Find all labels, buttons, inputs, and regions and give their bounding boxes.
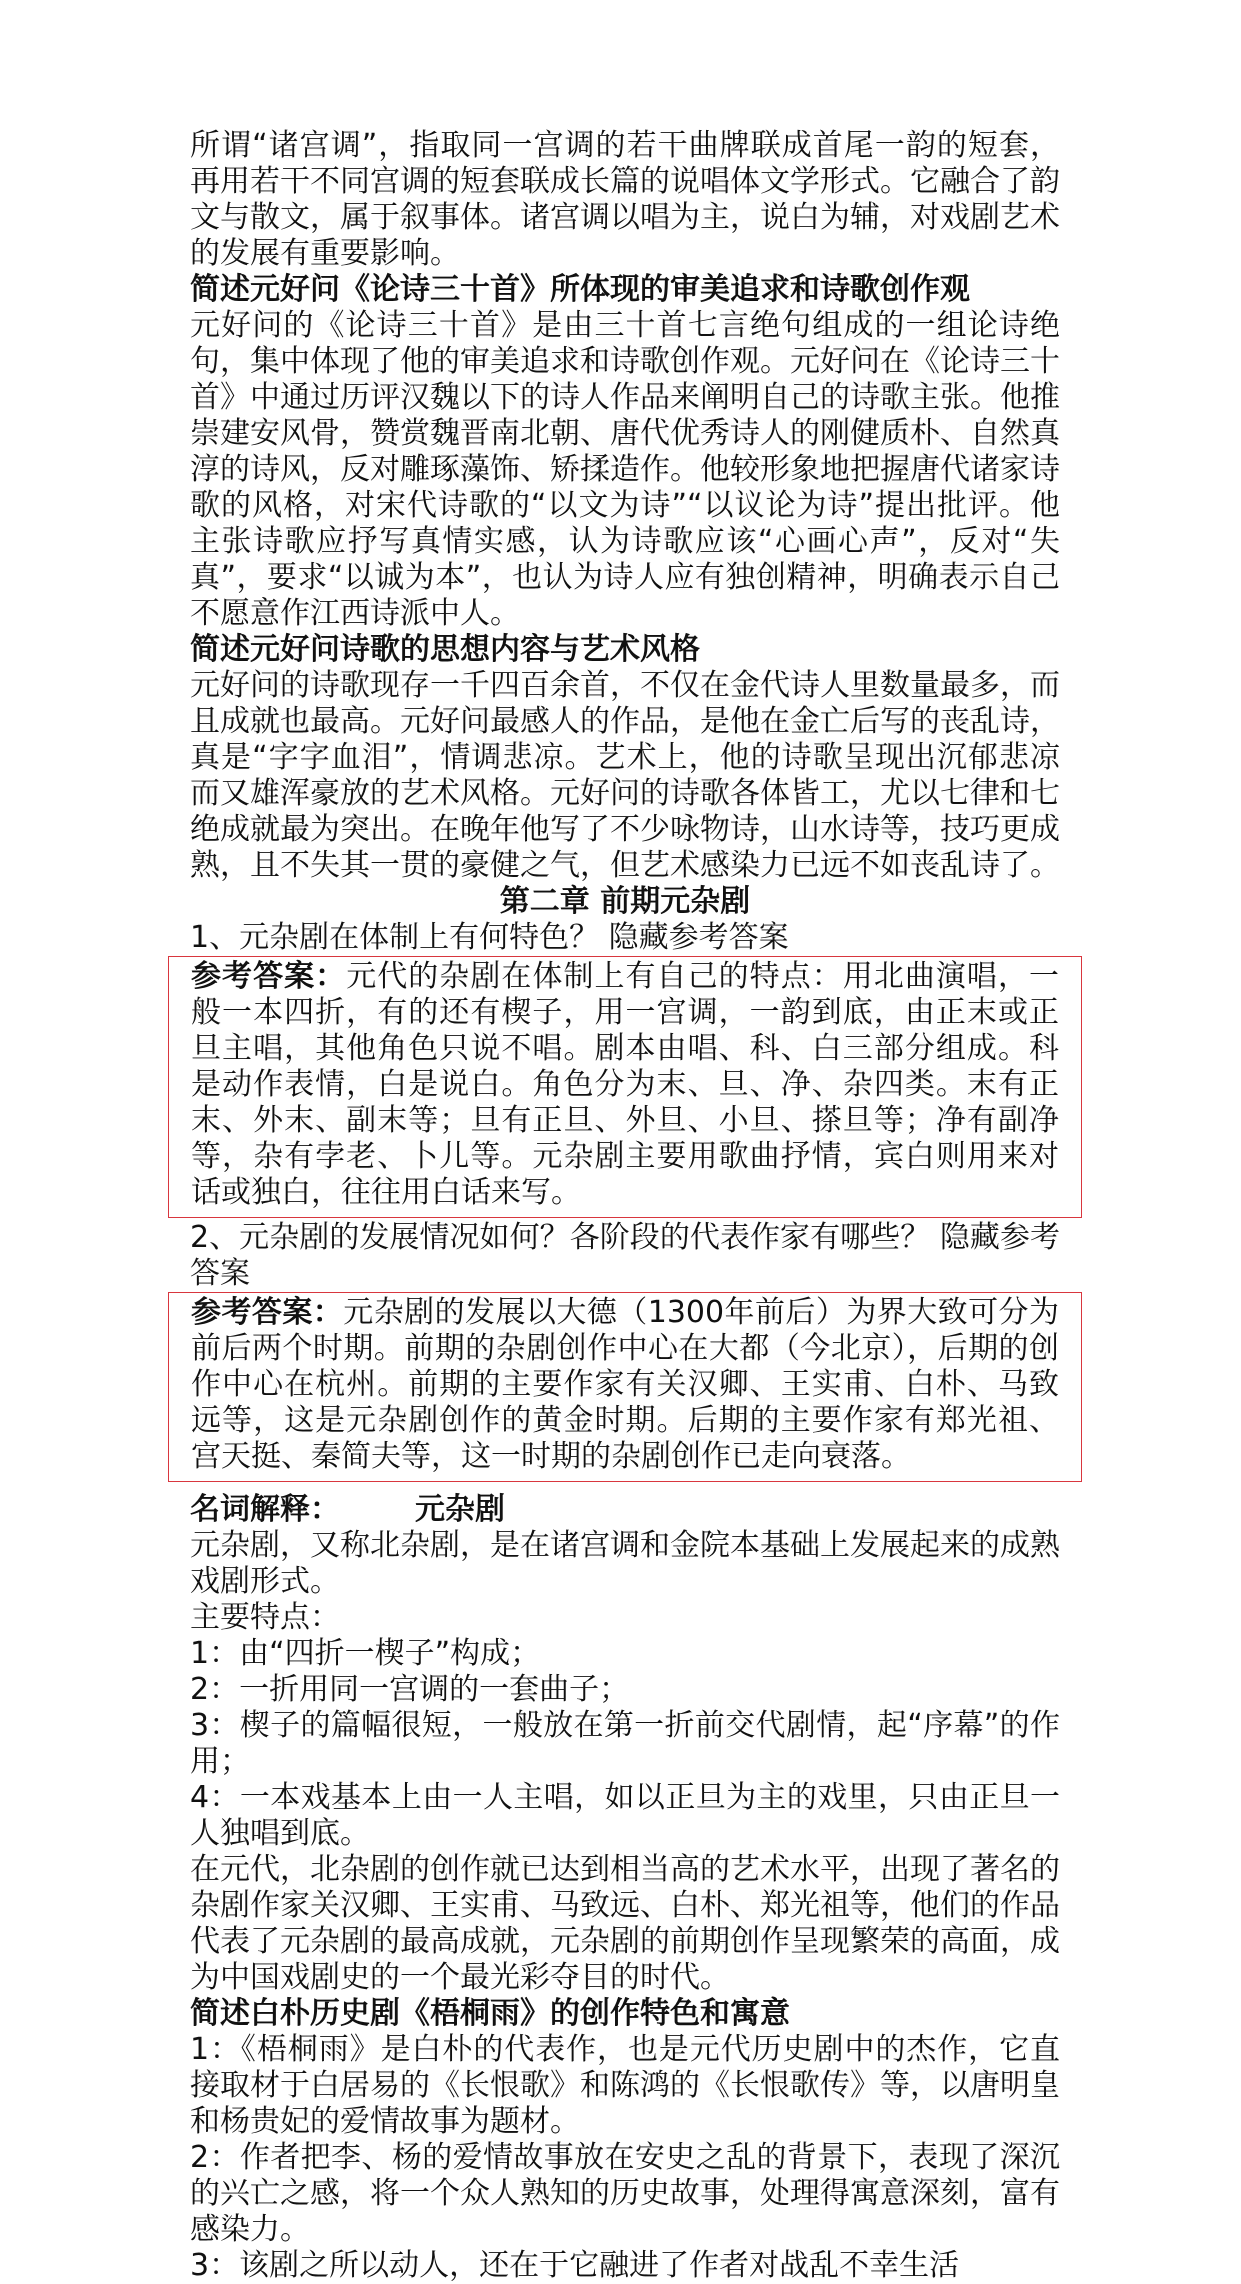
answer-label: 参考答案： — [191, 959, 347, 994]
answer-1 — [191, 959, 1059, 1211]
term-features-label: 主要特点： — [190, 1600, 340, 1635]
paragraph-term-summary: 在元代，北杂剧的创作就已达到相当高的艺术水平，出现了著名的杂剧作家关汉卿、王实甫、马致远、白朴、郑光祖等，他们的作品代表了元杂剧的最高成就，元杂剧的前期创作呈现繁荣的高面，成为中国戏剧史的一个最光彩夺目的时代。 — [190, 1852, 1060, 1995]
paragraph-lunshi: 元好问的《论诗三十首》是由三十首七言绝句组成的一组论诗绝句，集中体现了他的审美追求和诗歌创作观。元好问在《论诗三十首》中通过历评汉魏以下的诗人作品来阐明自己的诗歌主张。他推崇建安风骨，赞赏魏晋南北朝、唐代优秀诗人的刚健质朴、自然真淳的诗风，反对雕琢藻饰、矫揉造作。他较形象地把握唐代诸家诗歌的风格，对宋代诗歌的“以文为诗”“以议论为诗”提出批评。他主张诗歌应抒写真情实感，认为诗歌应该“心画心声”，反对“失真”，要求“以诚为本”，也认为诗人应有独创精神，明确表示自己不愿意作江西诗派中人。 — [190, 308, 1060, 631]
term-item: 4：一本戏基本上由一人主唱，如以正旦为主的戏里，只由正旦一人独唱到底。 — [190, 1780, 1060, 1851]
paragraph-yuan-haowen-style: 元好问的诗歌现存一千四百余首，不仅在金代诗人里数量最多，而且成就也最高。元好问最感人的作品，是他在金亡后写的丧乱诗，真是“字字血泪”，情调悲凉。艺术上，他的诗歌呈现出沉郁悲凉而又雄浑豪放的艺术风格。元好问的诗歌各体皆工，尤以七律和七绝成就最为突出。在晚年他写了不少咏物诗，山水诗等，技巧更成熟，且不失其一贯的豪健之气，但艺术感染力已远不如丧乱诗了。 — [190, 668, 1060, 883]
heading-wutongyu: 简述白朴历史剧《梧桐雨》的创作特色和寓意 — [190, 1996, 790, 2031]
wutongyu-item: 2：作者把李、杨的爱情故事放在安史之乱的背景下，表现了深沉的兴亡之感，将一个众人熟知的历史故事，处理得寓意深刻，富有感染力。 — [190, 2140, 1060, 2247]
wutongyu-item: 1：《梧桐雨》是白朴的代表作，也是元代历史剧中的杰作，它直接取材于白居易的《长恨歌》和陈鸿的《长恨歌传》等，以唐明皇和杨贵妃的爱情故事为题材。 — [190, 2032, 1060, 2139]
answer-2 — [191, 1295, 1059, 1475]
question-2: 2、元杂剧的发展情况如何？各阶段的代表作家有哪些？ 隐藏参考答案 — [190, 1220, 1060, 1291]
heading-lunshi: 简述元好问《论诗三十首》所体现的审美追求和诗歌创作观 — [190, 272, 970, 307]
term-item: 2：一折用同一宫调的一套曲子； — [190, 1672, 630, 1707]
spacer — [190, 1482, 1060, 1492]
term-item: 1：由“四折一楔子”构成； — [190, 1636, 541, 1671]
document-content — [190, 128, 1060, 2284]
answer-label: 参考答案： — [191, 1295, 344, 1330]
paragraph-zhugongdiao: 所谓“诸宫调”，指取同一宫调的若干曲牌联成首尾一韵的短套，再用若干不同宫调的短套联成长篇的说唱体文学形式。它融合了韵文与散文，属于叙事体。诸宫调以唱为主，说白为辅，对戏剧艺术的发展有重要影响。 — [190, 128, 1060, 271]
question-1: 1、元杂剧在体制上有何特色？ 隐藏参考答案 — [190, 920, 789, 955]
wutongyu-item: 3：该剧之所以动人，还在于它融进了作者对战乱不幸生活 — [190, 2248, 960, 2283]
answer-box-2 — [168, 1292, 1082, 1482]
heading-term: 名词解释： 元杂剧 — [190, 1492, 505, 1527]
answer-box-1 — [168, 956, 1082, 1218]
chapter-title: 第二章 前期元杂剧 — [499, 884, 751, 919]
heading-yuan-haowen-style: 简述元好问诗歌的思想内容与艺术风格 — [190, 632, 700, 667]
term-item: 3：楔子的篇幅很短，一般放在第一折前交代剧情，起“序幕”的作用； — [190, 1708, 1060, 1779]
answer-text: 元代的杂剧在体制上有自己的特点：用北曲演唱，一般一本四折，有的还有楔子，用一宫调，一韵到底，由正末或正旦主唱，其他角色只说不唱。剧本由唱、科、白三部分组成。科是动作表情，白是说白。角色分为末、旦、净、杂四类。末有正末、外末、副末等；旦有正旦、外旦、小旦、搽旦等；净有副净等，杂有孛老、卜儿等。元杂剧主要用歌曲抒情，宾白则用来对话或独白，往往用白话来写。 — [191, 959, 1060, 1210]
answer-text: 元杂剧的发展以大德（1300年前后）为界大致可分为前后两个时期。前期的杂剧创作中心在大都（今北京），后期的创作中心在杭州。前期的主要作家有关汉卿、王实甫、白朴、马致远等，这是元杂剧创作的黄金时期。后期的主要作家有郑光祖、宫天挺、秦简夫等，这一时期的杂剧创作已走向衰落。 — [191, 1295, 1059, 1474]
paragraph-term-intro: 元杂剧，又称北杂剧，是在诸宫调和金院本基础上发展起来的成熟戏剧形式。 — [190, 1528, 1060, 1599]
